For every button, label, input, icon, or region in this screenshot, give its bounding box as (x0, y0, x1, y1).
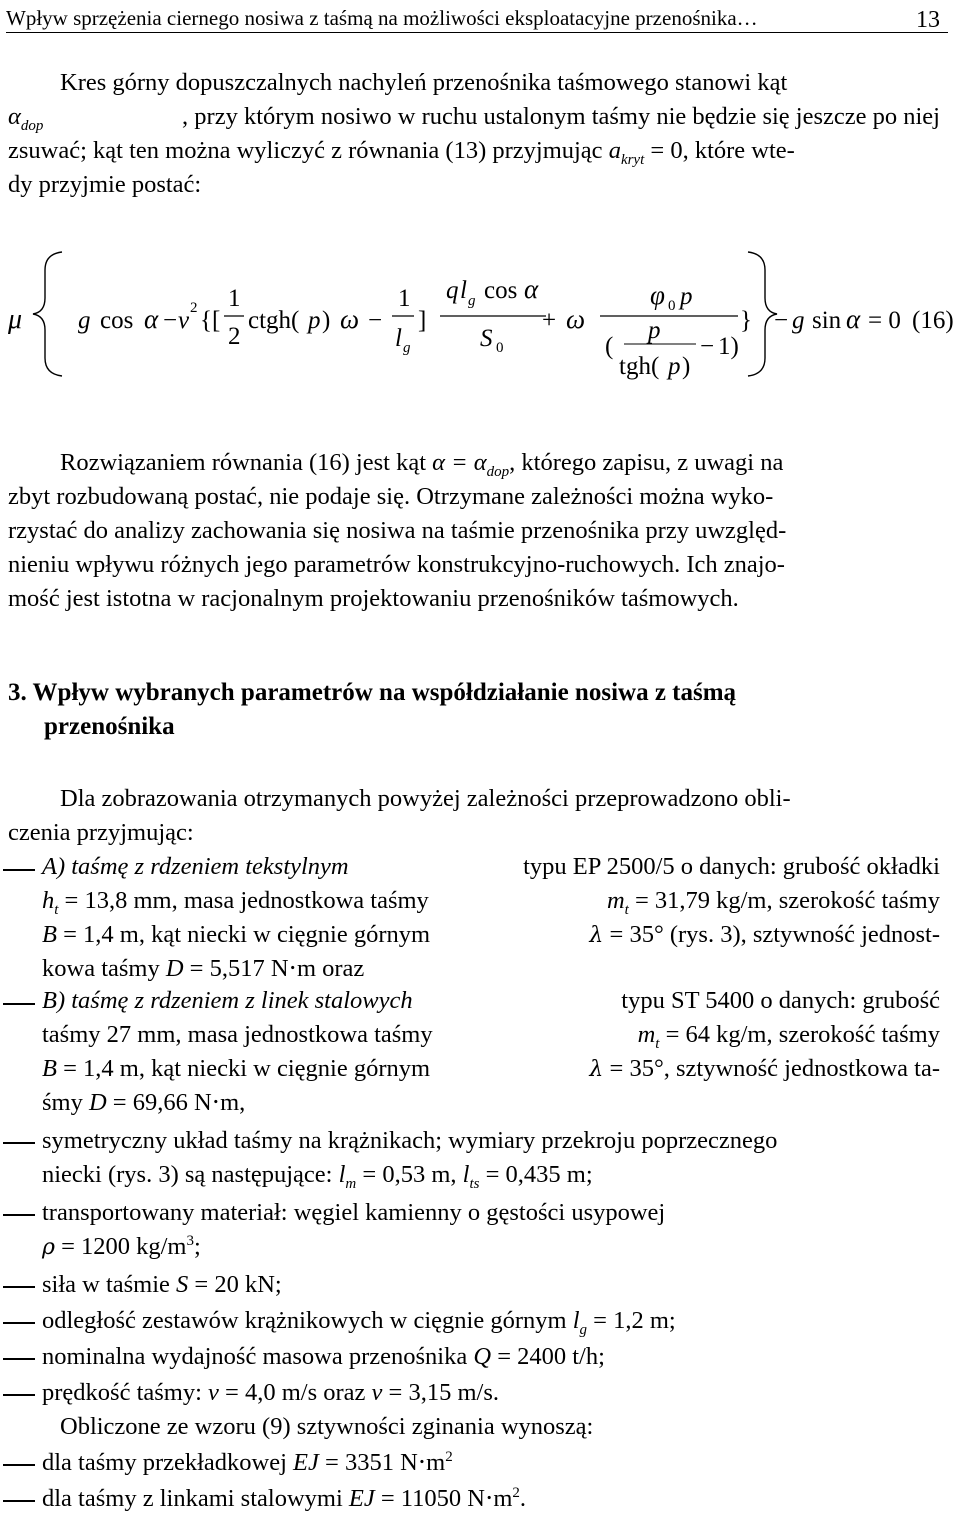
g-symbol-2: g (792, 307, 805, 334)
equation-number: (16) (912, 307, 954, 334)
bullet-dash (3, 1464, 35, 1466)
g-symbol-1: g (78, 307, 91, 334)
frac2-num: 1 (398, 285, 411, 312)
itemH-line: prędkość taśmy: v = 4,0 m/s oraz v = 3,15 m/s. (42, 1379, 499, 1406)
itemE-line: siła w taśmie S = 20 kN; (42, 1271, 282, 1298)
minus-3: − (774, 307, 789, 334)
plus: + (542, 307, 557, 334)
phi-sub: 0 (668, 298, 676, 314)
frac2-den-l: l (395, 325, 402, 352)
mu-symbol: μ (8, 304, 23, 335)
para4-line: Obliczone ze wzoru (9) sztywności zginania wynoszą: (60, 1413, 594, 1440)
para3-line-2: czenia przyjmując: (8, 819, 194, 846)
bracket-close: ] (418, 307, 427, 334)
itemD-line-2: ρ = 1200 $kg/m^3$; (42, 1232, 201, 1260)
bullet-dash (3, 1500, 35, 1502)
phi: φ (650, 280, 665, 310)
minus-2: − (368, 307, 383, 334)
page-number: 13 (916, 7, 940, 33)
itemA-line-1: A) taśmę z rdzeniem tekstylnym typu EP 2500/5 o danych: grubość okładki (42, 853, 940, 880)
running-header (6, 4, 948, 33)
section-heading-line-2: przenośnika (44, 713, 175, 740)
para3-line-1: Dla zobrazowania otrzymanych powyżej zależności przeprowadzono obli- (60, 785, 791, 812)
itemD-line-1: transportowany materiał: węgiel kamienny o gęstości usypowej (42, 1199, 666, 1226)
itemC-line-2: niecki (rys. 3) są następujące: $l_m = 0,53$ m, $l_{ts} = 0,435$ m; (42, 1161, 593, 1192)
bullet-dash (3, 1322, 35, 1324)
intro-line-3: zsuwać; kąt ten można wyliczyć z równania (13) przyjmując $a_{kryt} = 0$, które wte- (8, 137, 795, 168)
bullet-dash (3, 1358, 35, 1360)
itemB-line-3: B = 1,4 m, kąt niecki w cięgnie górnym λ = 35°, sztywność jednostkowa ta- (42, 1055, 940, 1082)
equation-graphic (0, 240, 960, 390)
itemC-line-1: symetryczny układ taśmy na krążnikach; wymiary przekroju poprzecznego (42, 1127, 778, 1154)
v-symbol: v (178, 307, 190, 334)
sin: sin (812, 307, 842, 334)
alpha-3: α (846, 304, 861, 334)
frac1-num: 1 (228, 285, 241, 312)
frac4-one: 1) (718, 333, 739, 360)
frac3-S: S (480, 325, 493, 352)
omega-2: ω (566, 304, 586, 334)
para2-line-1: Rozwiązaniem równania (16) jest kąt $\alpha = \alpha_{dop}$, którego zapisu, z uwagi na (60, 449, 784, 480)
intro-line-2: $\alpha_{dop}$ , przy którym nosiwo w ruchu ustalonym taśmy nie będzie się jeszcze po niej (8, 103, 940, 134)
itemF-line: odległość zestawów krążnikowych w cięgnie górnym $l_g = 1,2$ m; (42, 1307, 676, 1338)
alpha-2: α (524, 274, 539, 304)
brace-bracket-open: {[ (200, 307, 221, 334)
p-2: p (680, 283, 693, 310)
equals-zero: = 0 (868, 307, 901, 334)
itemJ-line: dla taśmy z linkami stalowymi EJ = 11050 $N\cdot m^2$. (42, 1484, 527, 1512)
itemB-line-4: śmy D = 69,66 N⋅m, (42, 1089, 246, 1116)
intro-line-1: Kres górny dopuszczalnych nachyleń przenośnika taśmowego stanowi kąt (60, 69, 788, 96)
para2-line-3: rzystać do analizy zachowania się nosiwa na taśmie przenośnika przy uwzględ- (8, 517, 787, 544)
intro-line-4: dy przyjmie postać: (8, 171, 202, 198)
v-exponent: 2 (190, 300, 198, 316)
running-title: Wpływ sprzężenia ciernego nosiwa z taśmą na możliwości eksploatacyjne przenośnika… (6, 6, 758, 30)
cos-1: cos (100, 307, 134, 334)
section-heading-line-1: 3. Wpływ wybranych parametrów na współdziałanie nosiwa z taśmą (8, 679, 737, 706)
right-brace (748, 252, 777, 376)
para2-line-4: nieniu wpływu różnych jego parametrów konstrukcyjno-ruchowych. Ich znajo- (8, 551, 785, 578)
bullet-dash (3, 1286, 35, 1288)
alpha-1: α (144, 304, 159, 334)
minus-1: − (163, 307, 178, 334)
left-brace (33, 252, 62, 376)
itemI-line: dla taśmy przekładkowej EJ = 3351 $N\cdot m^2$ (42, 1448, 453, 1476)
ctgh-close: ) (322, 307, 331, 334)
frac3-q: q (446, 277, 459, 304)
ctgh: ctgh( (248, 307, 300, 334)
itemB-line-1: B) taśmę z rdzeniem z linek stalowych typu ST 5400 o danych: grubość (42, 987, 940, 1014)
p-4: p (668, 353, 681, 380)
para2-line-5: mość jest istotna w racjonalnym projektowaniu przenośników taśmowych. (8, 585, 739, 612)
bullet-dash (3, 1394, 35, 1396)
frac3-l: l (460, 277, 467, 304)
inner-brace-close: } (740, 307, 752, 334)
para2-line-2: zbyt rozbudowaną postać, nie podaje się. Otrzymane zależności można wyko- (8, 483, 774, 510)
frac2-den-g: g (403, 340, 411, 356)
frac4-lparen: ( (605, 333, 614, 360)
tgh-close: ) (682, 353, 691, 380)
equation-16 (0, 240, 960, 390)
frac4-minus: − (700, 333, 715, 360)
bullet-dash (3, 1142, 35, 1144)
itemA-line-2: $h_t = 13,8$ mm, masa jednostkowa taśmy $m_t = 31,79$ kg/m, szerokość taśmy (42, 887, 940, 918)
itemB-line-2: taśmy 27 mm, masa jednostkowa taśmy $m_t = 64$ kg/m, szerokość taśmy (42, 1021, 940, 1052)
omega-1: ω (340, 304, 360, 334)
bullet-dash (3, 1003, 35, 1005)
frac1-den: 2 (228, 323, 241, 350)
itemA-line-3: B = 1,4 m, kąt niecki w cięgnie górnym λ = 35° (rys. 3), sztywność jednost- (42, 921, 940, 948)
frac3-cos: cos (484, 277, 518, 304)
bullet-dash (3, 869, 35, 871)
itemA-line-4: kowa taśmy D = 5,517 N⋅m oraz (42, 955, 365, 982)
bullet-dash (3, 1214, 35, 1216)
p-1: p (308, 307, 321, 334)
frac3-S-sub: 0 (496, 340, 504, 356)
p-3: p (648, 317, 661, 344)
frac3-g: g (468, 293, 476, 309)
itemG-line: nominalna wydajność masowa przenośnika Q = 2400 t/h; (42, 1343, 605, 1370)
tgh: tgh( (619, 353, 660, 380)
